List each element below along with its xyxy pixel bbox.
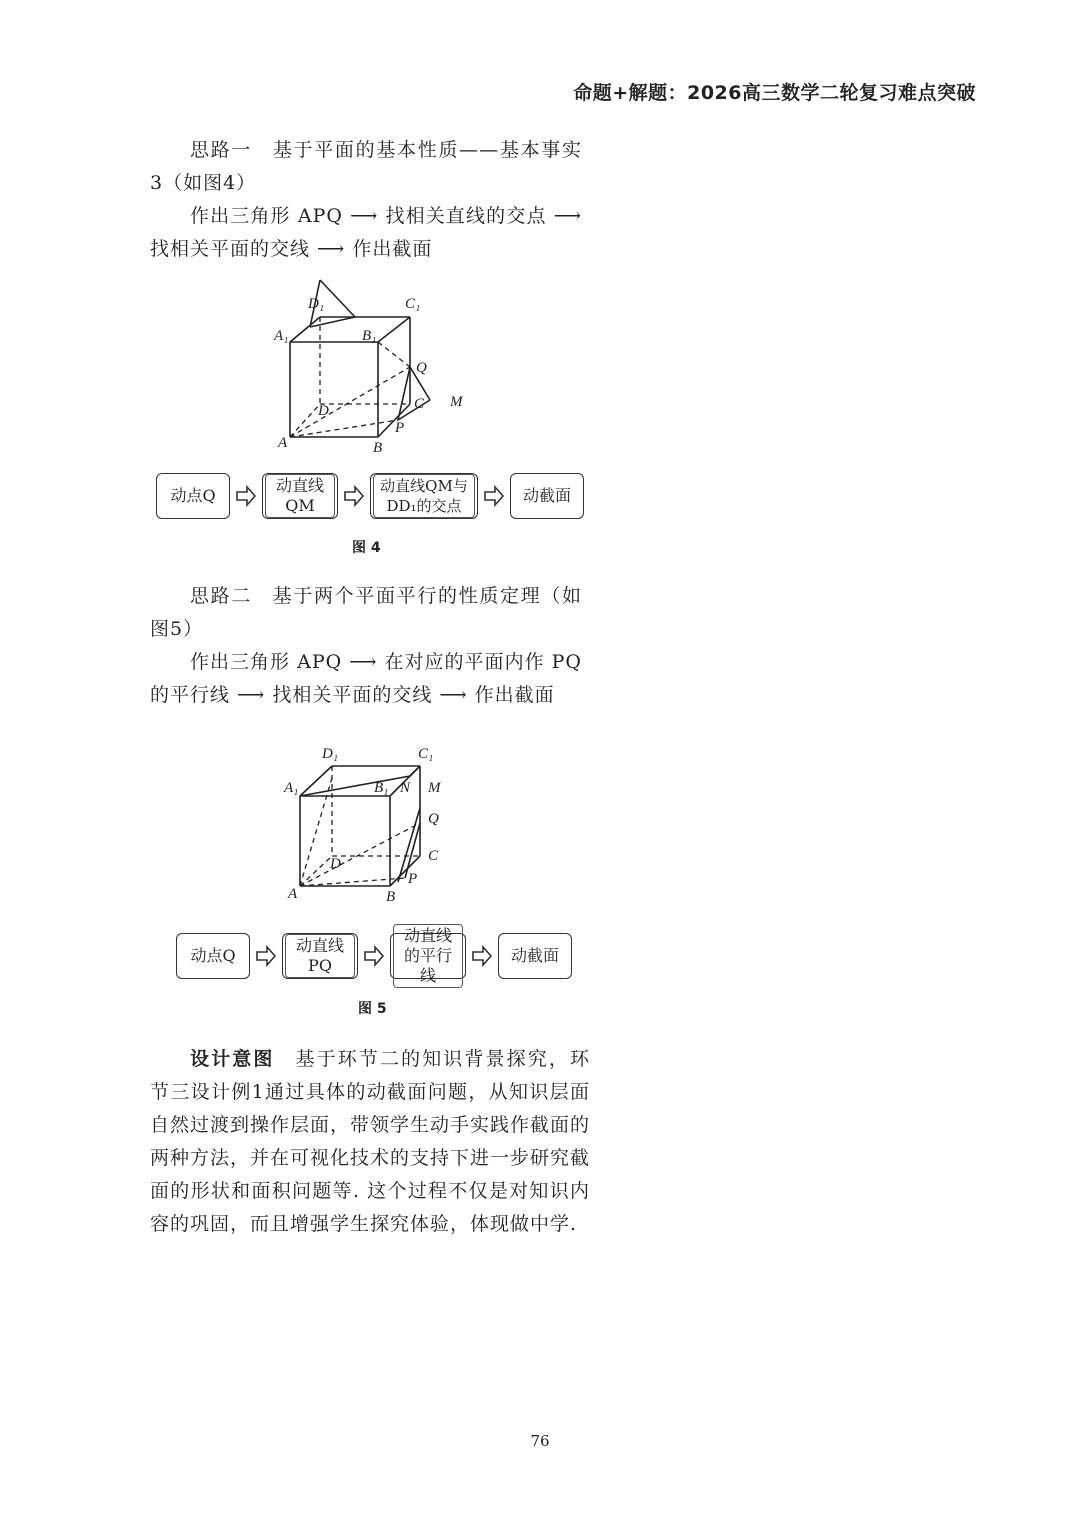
flow5-box-4: 动截面 xyxy=(498,933,572,979)
label-D: D xyxy=(330,856,341,872)
flow4-box-2-label: 动直线QM xyxy=(265,474,335,518)
flow5-box-2-label: 动直线PQ xyxy=(285,934,355,978)
label-P: P xyxy=(408,871,418,887)
hollow-arrow-icon xyxy=(482,484,506,508)
design-intent-text: 基于环节二的知识背景探究，环节三设计例1通过具体的动截面问题，从知识层面自然过渡到操作层面，带领学生动手实践作截面的两种方法，并在可视化技术的支持下进一步研究截面的形状和面积问题等. 这个过程不仅是对知识内容的巩固，而且增强学生探究体验，体现做中学. xyxy=(150,1048,591,1235)
label-C1: C₁ xyxy=(418,746,434,762)
idea2-title: 思路二 基于两个平面平行的性质定理（如图5） xyxy=(150,585,582,640)
flow5-box-3 xyxy=(390,926,466,985)
figure-5-flowchart xyxy=(176,926,572,985)
figure-4-cube-diagram xyxy=(260,272,480,457)
hollow-arrow-icon xyxy=(254,944,278,968)
figure-5-cube-diagram xyxy=(270,738,490,913)
flow4-box-2 xyxy=(262,473,338,519)
label-P: P xyxy=(395,420,405,436)
hollow-arrow-icon xyxy=(342,484,366,508)
flow4-box-4: 动截面 xyxy=(510,473,584,519)
label-C1: C₁ xyxy=(405,296,421,312)
label-D1: D₁ xyxy=(308,296,325,312)
idea2-steps: 作出三角形 APQ ⟶ 在对应的平面内作 PQ 的平行线 ⟶ 找相关平面的交线 ⟶ 作出截面 xyxy=(150,651,582,706)
label-C: C xyxy=(414,396,425,412)
idea1-title: 思路一 基于平面的基本性质——基本事实3（如图4） xyxy=(150,139,582,194)
label-A: A xyxy=(288,886,298,902)
flow4-box-3 xyxy=(370,473,478,519)
hollow-arrow-icon xyxy=(362,944,386,968)
hollow-arrow-icon xyxy=(234,484,258,508)
label-M: M xyxy=(450,394,463,410)
hollow-arrow-icon xyxy=(470,944,494,968)
label-D1: D₁ xyxy=(322,746,339,762)
flow5-box-1: 动点Q xyxy=(176,933,250,979)
label-B: B xyxy=(386,889,396,905)
figure-4-flowchart xyxy=(156,473,584,519)
label-B1: B₁ xyxy=(362,328,377,344)
label-Q: Q xyxy=(416,360,427,376)
flow4-box-1: 动点Q xyxy=(156,473,230,519)
flow5-box-2 xyxy=(282,933,358,979)
label-M: M xyxy=(428,780,441,796)
label-N: N xyxy=(400,780,411,796)
label-A1: A₁ xyxy=(284,780,299,796)
label-B: B xyxy=(373,440,383,456)
label-A: A xyxy=(278,435,288,451)
design-intent-label: 设计意图 xyxy=(190,1048,275,1070)
label-A1: A₁ xyxy=(274,328,289,344)
label-D: D xyxy=(318,403,329,419)
design-intent-paragraph xyxy=(150,1043,590,1241)
label-B1: B₁ xyxy=(374,780,389,796)
running-header: 命题+解题：2026高三数学二轮复习难点突破 xyxy=(573,82,976,104)
flow5-box-3-label: 动直线的平行线 xyxy=(393,924,463,988)
page-number: 76 xyxy=(530,1432,550,1450)
label-C: C xyxy=(428,848,439,864)
idea1-steps: 作出三角形 APQ ⟶ 找相关直线的交点 ⟶ 找相关平面的交线 ⟶ 作出截面 xyxy=(150,205,582,260)
figure-5-caption: 图 5 xyxy=(358,1001,387,1017)
flow4-box-3-label: 动直线QM与DD₁的交点 xyxy=(373,474,475,518)
figure-4-caption: 图 4 xyxy=(352,540,381,556)
label-Q: Q xyxy=(428,811,439,827)
